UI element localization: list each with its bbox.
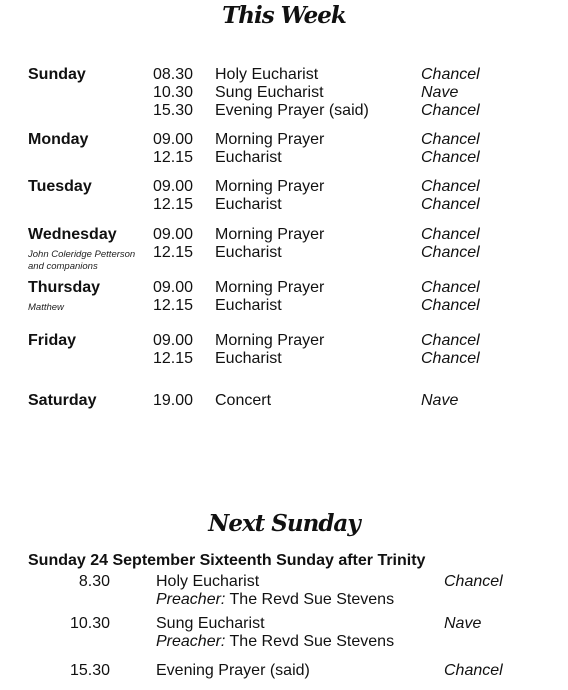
service-name: Eucharist — [215, 350, 282, 367]
day-label: Sunday — [28, 66, 86, 83]
service-time: 08.30 — [153, 66, 194, 83]
service-time: 12.15 — [153, 350, 194, 367]
service-location: Chancel — [421, 279, 480, 296]
service-time: 09.00 — [153, 279, 194, 296]
service-location: Nave — [444, 615, 482, 632]
day-label: Thursday — [28, 279, 101, 296]
service-name: Eucharist — [215, 196, 282, 213]
service-name: Holy Eucharist — [215, 66, 319, 83]
service-location: Chancel — [444, 662, 503, 679]
preacher-label: Preacher: — [156, 633, 226, 650]
this-week-heading: This Week — [222, 2, 346, 29]
preacher-line — [156, 633, 394, 651]
next-sunday-heading: Next Sunday — [208, 510, 360, 537]
service-name: Morning Prayer — [215, 332, 325, 349]
service-location: Chancel — [421, 131, 480, 148]
service-location: Chancel — [421, 244, 480, 261]
service-name: Morning Prayer — [215, 279, 325, 296]
service-time: 09.00 — [153, 131, 194, 148]
service-name: Holy Eucharist — [156, 573, 260, 590]
service-location: Chancel — [421, 297, 480, 314]
preacher-name: The Revd Sue Stevens — [225, 633, 395, 650]
service-location: Chancel — [421, 226, 480, 243]
day-note: John Coleridge Petterson and companions — [28, 249, 136, 272]
service-time: 15.30 — [153, 102, 194, 119]
service-name: Eucharist — [215, 297, 282, 314]
service-location: Chancel — [421, 196, 480, 213]
service-name: Evening Prayer (said) — [215, 102, 369, 119]
service-location: Chancel — [444, 573, 503, 590]
service-time: 12.15 — [153, 196, 194, 213]
service-time: 09.00 — [153, 178, 194, 195]
service-name: Concert — [215, 392, 272, 409]
next-sunday-subtitle: Sunday 24 September Sixteenth Sunday after Trinity — [28, 552, 426, 569]
service-location: Chancel — [421, 178, 480, 195]
service-location: Chancel — [421, 350, 480, 367]
day-label: Tuesday — [28, 178, 92, 195]
day-label: Monday — [28, 131, 89, 148]
service-name: Morning Prayer — [215, 226, 325, 243]
service-time: 10.30 — [153, 84, 194, 101]
service-location: Chancel — [421, 149, 480, 166]
service-location: Nave — [421, 84, 459, 101]
service-time: 10.30 — [69, 615, 110, 632]
service-time: 09.00 — [153, 226, 194, 243]
service-location: Nave — [421, 392, 459, 409]
preacher-name: The Revd Sue Stevens — [225, 591, 395, 608]
day-label: Friday — [28, 332, 77, 349]
service-name: Sung Eucharist — [215, 84, 324, 101]
service-name: Sung Eucharist — [156, 615, 265, 632]
service-time: 12.15 — [153, 149, 194, 166]
service-name: Eucharist — [215, 244, 282, 261]
service-time: 8.30 — [78, 573, 110, 590]
service-name: Evening Prayer (said) — [156, 662, 310, 679]
service-location: Chancel — [421, 332, 480, 349]
day-note: Matthew — [28, 302, 64, 313]
service-time: 12.15 — [153, 244, 194, 261]
preacher-label: Preacher: — [156, 591, 226, 608]
service-time: 19.00 — [153, 392, 194, 409]
service-time: 12.15 — [153, 297, 194, 314]
service-name: Morning Prayer — [215, 178, 325, 195]
service-time: 15.30 — [69, 662, 110, 679]
preacher-line — [156, 591, 394, 609]
day-label: Saturday — [28, 392, 97, 409]
service-location: Chancel — [421, 66, 480, 83]
service-name: Morning Prayer — [215, 131, 325, 148]
service-time: 09.00 — [153, 332, 194, 349]
day-label: Wednesday — [28, 226, 117, 243]
service-location: Chancel — [421, 102, 480, 119]
service-name: Eucharist — [215, 149, 282, 166]
